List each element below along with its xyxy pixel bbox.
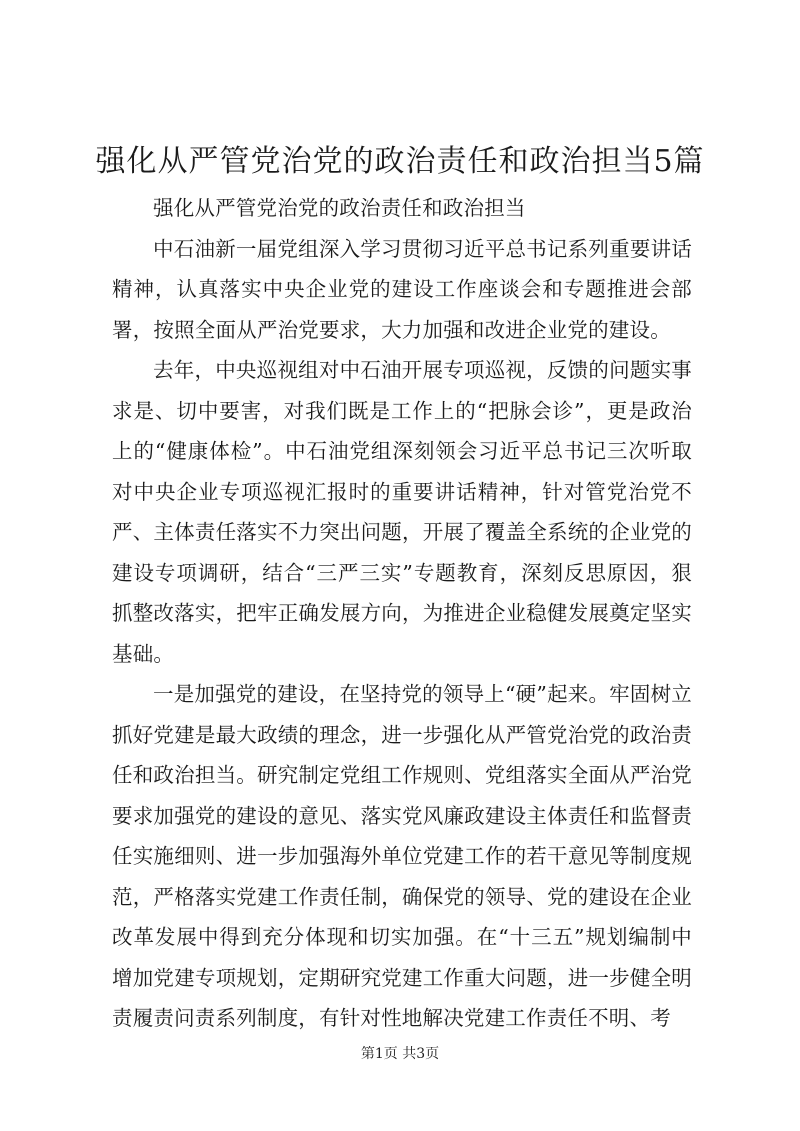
body-paragraph: 去年，中央巡视组对中石油开展专项巡视，反馈的问题实事求是、切中要害，对我们既是工作上的“把脉会诊”，更是政治上的“健康体检”。中石油党组深刻领会习近平总书记三次听取对中央企业专项巡视汇报时的重要讲话精神，针对管党治党不严、主体责任落实不力突出问题，开展了覆盖全系统的企业党的建设专项调研，结合“三严三实”专题教育，深刻反思原因，狠抓整改落实，把牢正确发展方向，为推进企业稳健发展奠定坚实基础。 bbox=[112, 358, 692, 666]
document-body bbox=[112, 188, 692, 1039]
document-title: 强化从严管党治党的政治责任和政治担当5篇 bbox=[95, 144, 705, 179]
body-paragraph: 中石油新一届党组深入学习贯彻习近平总书记系列重要讲话精神，认真落实中央企业党的建设工作座谈会和专题推进会部署，按照全面从严治党要求，大力加强和改进企业党的建设。 bbox=[112, 236, 692, 342]
page-footer: 第1页 共3页 bbox=[360, 1046, 440, 1062]
subtitle-paragraph: 强化从严管党治党的政治责任和政治担当 bbox=[153, 196, 526, 220]
body-paragraph: 一是加强党的建设，在坚持党的领导上“硬”起来。牢固树立抓好党建是最大政绩的理念，进一步强化从严管党治党的政治责任和政治担当。研究制定党组工作规则、党组落实全面从严治党要求加强党的建设的意见、落实党风廉政建设主体责任和监督责任实施细则、进一步加强海外单位党建工作的若干意见等制度规范，严格落实党建工作责任制，确保党的领导、党的建设在企业改革发展中得到充分体现和切实加强。在“十三五”规划编制中增加党建专项规划，定期研究党建工作重大问题，进一步健全明责履责问责系列制度，有针对性地解决党建工作责任不明、考 bbox=[112, 682, 692, 1030]
